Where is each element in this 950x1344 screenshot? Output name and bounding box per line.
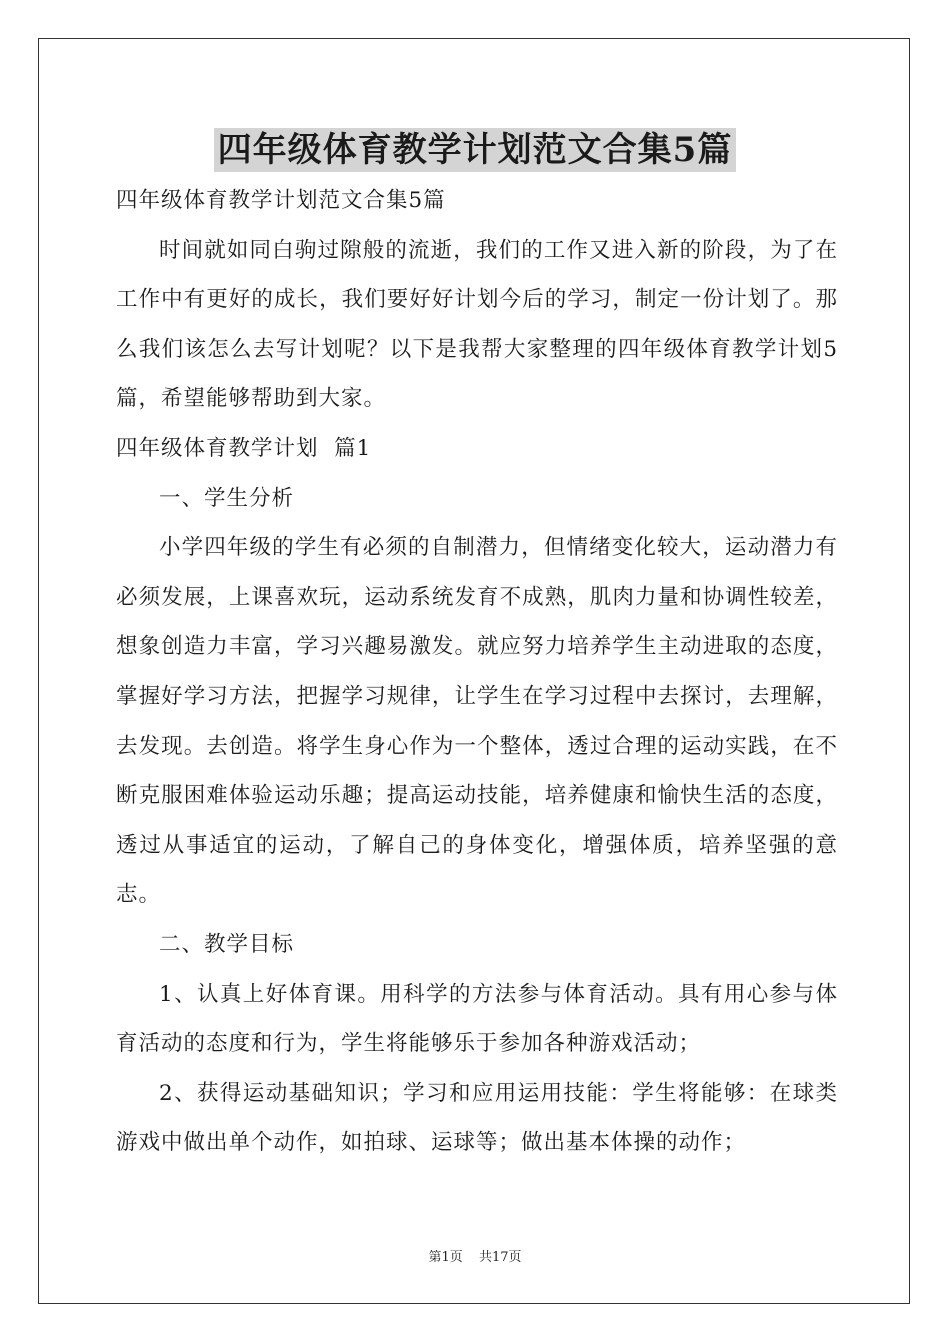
part1-heading: 一、学生分析 xyxy=(159,485,295,511)
page-footer xyxy=(0,1246,950,1265)
intro-paragraph: 时间就如同白驹过隙般的流逝，我们的工作又进入新的阶段，为了在工作中有更好的成长，我们要好好计划今后的学习，制定一份计划了。那么我们该怎么去写计划呢？以下是我帮大家整理的四年级体育教学计划5篇，希望能够帮助到大家。 xyxy=(116,237,838,412)
title-container xyxy=(0,128,950,172)
goal-item-1: 1、认真上好体育课。用科学的方法参与体育活动。具有用心参与体育活动的态度和行为，学生将能够乐于参加各种游戏活动； xyxy=(116,981,838,1057)
part1-paragraph: 小学四年级的学生有必须的自制潜力，但情绪变化较大，运动潜力有必须发展，上课喜欢玩，运动系统发育不成熟，肌肉力量和协调性较差，想象创造力丰富，学习兴趣易激发。就应努力培养学生主动进取的态度，掌握好学习方法，把握学习规律，让学生在学习过程中去探讨，去理解，去发现。去创造。将学生身心作为一个整体，透过合理的运动实践，在不断克服困难体验运动乐趣；提高运动技能，培养健康和愉快生活的态度，透过从事适宜的运动，了解自己的身体变化，增强体质，培养坚强的意志。 xyxy=(116,535,838,908)
page-total: 共17页 xyxy=(478,1250,522,1265)
document-body xyxy=(116,176,838,1168)
section-heading: 四年级体育教学计划 篇1 xyxy=(116,435,372,461)
page-number: 第1页 xyxy=(428,1250,463,1265)
page-title: 四年级体育教学计划范文合集5篇 xyxy=(214,128,737,172)
subtitle: 四年级体育教学计划范文合集5篇 xyxy=(116,188,446,213)
part2-heading: 二、教学目标 xyxy=(159,931,295,957)
goal-item-2: 2、获得运动基础知识；学习和应用运用技能：学生将能够：在球类游戏中做出单个动作，如拍球、运球等；做出基本体操的动作； xyxy=(116,1080,838,1156)
